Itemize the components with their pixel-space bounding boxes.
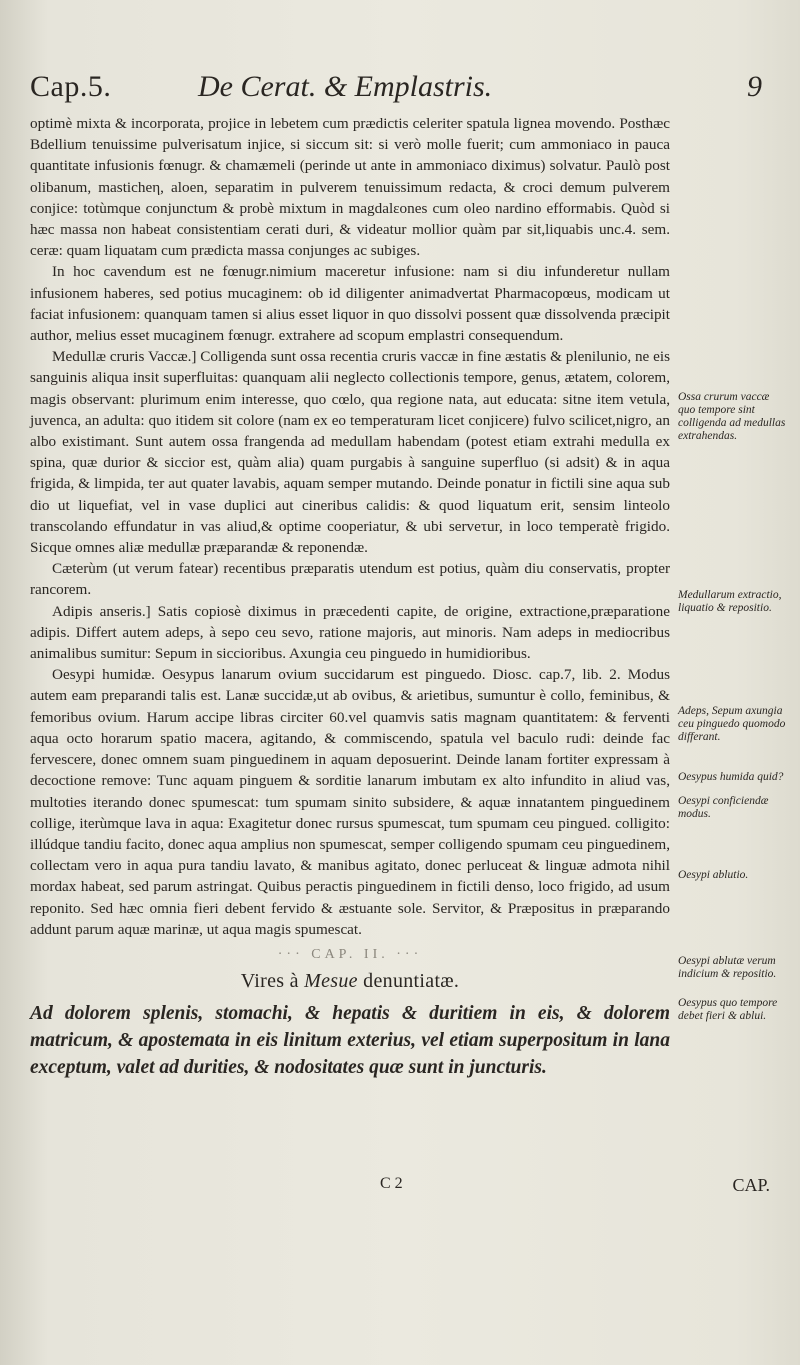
page-body (30, 113, 785, 1081)
margin-note-adeps: Adeps, Sepum axungia ceu pinguedo quomodo differant. (678, 705, 786, 743)
page-footer (30, 1175, 770, 1201)
main-text-column (30, 113, 670, 1081)
page-number: 9 (747, 70, 762, 103)
running-header (30, 70, 770, 114)
signature-mark: C 2 (380, 1175, 403, 1192)
virtues-rubric: Ad dolorem splenis, stomachi, & hepatis & duritiem in eis, & dolorem matricum, & apostemata in eis linitum exterius, vel etiam superpositum in lana exceptum, valet ad durities, & nodositates quæ sunt in juncturis. (30, 1003, 670, 1079)
heading-author: Mesue (304, 970, 358, 993)
margin-note-indicium: Oesypi ablutæ verum indicium & repositio. (678, 955, 777, 980)
paragraph-adipis: Adipis anseris.] Satis copiosè diximus in præcedenti capite, de origine, extractione,præparatione adipis. Differt autem adeps, à sepo ceu sevo, ratione majoris, aut minoris. Nam adeps in mediocribus animalibus sumitur: Sepum in siccioribus. Axungia ceu pinguedo in humidioribus. (30, 602, 670, 663)
heading-suffix: denuntiatæ. (363, 970, 460, 993)
margin-note-ablutio: Oesypi ablutio. (678, 869, 749, 881)
paragraph-oesypi: Oesypi humidæ. Oesypus lanarum ovium succidarum est pinguedo. Diosc. cap.7, lib. 2. Modus autem eam preparandi talis est. Lanæ succidæ,ut ab ovibus, & arietibus, sumuntur è collo, feminibus, & femoribus ovium. Harum accipe libras circiter 60.vel quamvis satis magnam quantitatem: & ferventi aqua octo horarum spatio macera, agitando, & commiscendo, spatula vel baculo rudi: deinde fac fervescere, donec omnem suam pinguedinem in aquam deposuerint. Deinde lanam fortiter expressam à decoctione remove: Tunc aquam pinguem & sorditie lanarum imbutam ex alto infundito in aliud vas, multoties iterando donec spumescat: tum spumam sinito subsidere, & aquæ innatantem pinguedinem collige, iterùmque lava in aqua: Exagitetur donec rursus spumescat, tum spumam ceu pingued. colligito: illúdque tandiu facito, donec aqua amplius non spumescat, semper colligendo spumam ceu pinguedinem, collectam vero in aqua pura tandiu lavato, & manibus agitato, donec perluceat & linguæ admota nihil mordax habeat, sed parum astringat. Quibus peractis pinguedinem in fictili denso, loco frigido, ad usum reponito. Sed hæc omnia fieri debent fervido & æstuante sole. Servitor, & Præpositus in præparando addunt parum aquæ marinæ, ut aqua magis spumescat. (30, 666, 670, 938)
faded-ornament-line: ··· CAP. II. ··· (277, 946, 423, 962)
margin-note-tempore: Oesypus quo tempore debet fieri & ablui. (678, 997, 778, 1022)
margin-note-conficiendae: Oesypi conficiendæ modus. (678, 795, 769, 820)
margin-note-ossa: Ossa crurum vaccæ quo tempore sint colligenda ad medullas extrahendas. (678, 391, 786, 442)
paragraph-1: optimè mixta & incorporata, projice in lebetem cum prædictis celeriter spatula lignea movendo. Posthæc Bdellium tenuissime pulverisatum injice, si siccum sit: si verò molle fuerit; cum ammoniaco in pauca quantitate infusionis fœnugr. & chamæmeli (perinde ut ante in ammoniaco diximus) solvatur. Paulò post olibanum, masticheη, aloen, separatim in pulverem tenuissimum redacta, & croci demum pulverem conjice: totùmque conjunctum & probè mixtum in magdalεones cum oleo nardino efformabis. Quòd si hæc massa non habeat consistentiam cerati duri, & videatur mollior quàm par sit,liquabis unc.4. sem. ceræ: quam liquatam cum prædicta massa conjunges ac subiges. (30, 115, 670, 260)
paragraph-2: In hoc cavendum est ne fœnugr.nimium maceretur infusione: nam si diu infunderetur nullam infusionem haberes, sed potius mucaginem: ob id diligenter animadvertat Pharmacopœus, modicam ut faciat infusionem: quanquam tamen si alius esset liquor in quo dissolvi possent quæ dissolvenda præcipit author, melius esset mucaginem fœnugr. extrahere ad scopum emplastri consequendum. (30, 263, 670, 345)
running-title: De Cerat. & Emplastris. (198, 70, 493, 103)
paragraph-caeterum: Cæterùm (ut verum fatear) recentibus præparatis utendum est potius, quàm diu conservatis, propter rancorem. (30, 560, 670, 599)
heading-prefix: Vires à (240, 970, 299, 993)
margin-note-oesypus: Oesypus humida quid? (678, 771, 784, 783)
paragraph-medulla: Medullæ cruris Vaccæ.] Colligenda sunt ossa recentia cruris vaccæ in fine æstatis & plenilunio, ne eis sanguinis aliqua insit superfluitas: quanquam alii neglecto collectionis tempore, genus, ætatem, colorem, magis observant: plurimum enim interesse, quo cœlo, qua regione nata, aut educata: sitne item vetula, juvenca, an adulta: quo itidem sit colore (nam ex eo temperaturam licet conjicere) fulvo scilicet,nigro, an albo existimant. Sunt autem ossa frangenda ad medullam habendam (potest etiam extrahi medulla ex spina, quæ durior & siccior est, quàm alia) quam purgabis à sanguine superfluo (si adsit) & in aqua frigida, & limpida, ter aut quater lavabis, aquam semper mutando. Deinde ponatur in fictili sine aqua sub dio ut liquefiat, vel in vase duplici aut cineribus calidis: & quod liquatum erit, sensim linteolo transcolando effundatur in vas aliud,& optime cooperiatur, & ubi serveτur, in loco temperatè frigido. Sicque omnes aliæ medullæ præparandæ & reponendæ. (30, 348, 670, 557)
margin-note-medullarum: Medullarum extractio, liquatio & repositio. (678, 589, 782, 614)
chapter-label: Cap.5. (30, 70, 112, 103)
section-heading (30, 971, 670, 992)
catchword: CAP. (732, 1175, 770, 1195)
